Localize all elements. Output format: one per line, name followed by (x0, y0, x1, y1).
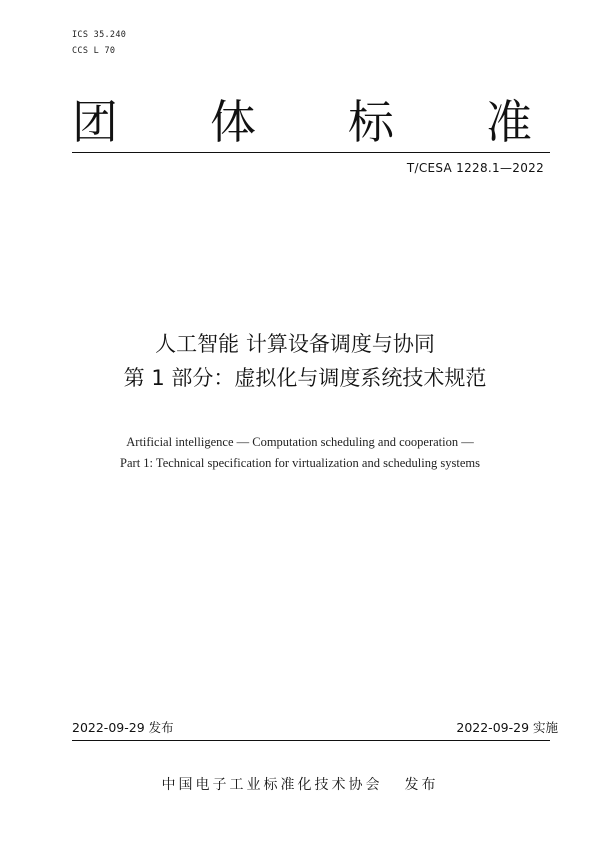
ics-code: ICS 35.240 (72, 30, 127, 40)
standard-type-char: 标 (348, 95, 394, 149)
standard-number: T/CESA 1228.1—2022 (406, 161, 544, 175)
chinese-title-line-2: 第 1 部分：虚拟化与调度系统技术规范 (123, 366, 487, 390)
publisher-name: 中国电子工业标准化技术协会 (161, 777, 383, 793)
standard-type-char: 体 (210, 95, 256, 149)
english-title-line-1: Artificial intelligence — Computation scheduling and cooperation — (126, 435, 474, 449)
standard-type-heading (72, 96, 532, 148)
bottom-divider (72, 740, 550, 741)
english-title-line-2: Part 1: Technical specification for virtualization and scheduling systems (120, 456, 480, 470)
top-divider (72, 152, 550, 153)
standard-type-char: 团 (72, 95, 118, 149)
publish-label: 发布 (404, 777, 439, 793)
publisher-line (0, 774, 600, 794)
issue-date: 2022-09-29 发布 (72, 720, 174, 735)
chinese-title-line-1: 人工智能 计算设备调度与协同 (155, 332, 435, 356)
ccs-code: CCS L 70 (72, 46, 116, 56)
implementation-date: 2022-09-29 实施 (456, 720, 558, 735)
standard-type-char: 准 (486, 95, 532, 149)
